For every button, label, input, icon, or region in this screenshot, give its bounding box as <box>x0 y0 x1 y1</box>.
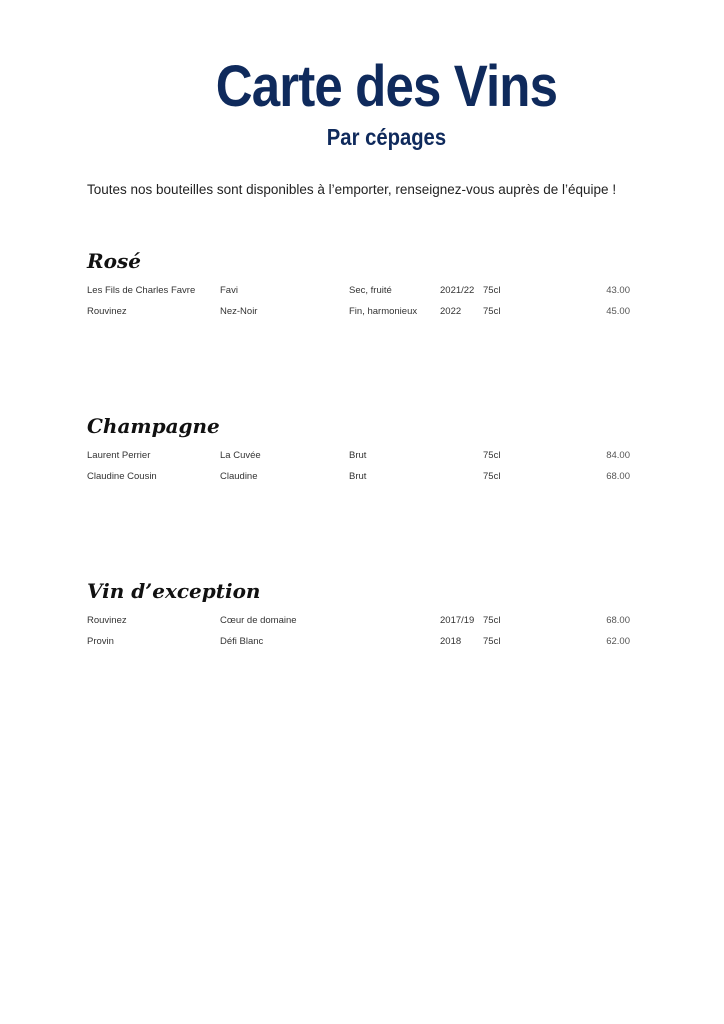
wine-price: 84.00 <box>606 450 630 461</box>
wine-style: Fin, harmonieux <box>349 306 418 317</box>
wine-style: Brut <box>349 471 367 482</box>
wine-price: 45.00 <box>606 306 630 317</box>
wine-name: La Cuvée <box>220 450 261 461</box>
wine-price: 68.00 <box>606 615 630 626</box>
wine-row <box>87 445 647 466</box>
section-title: Rosé <box>87 249 141 273</box>
wine-producer: Provin <box>87 636 114 647</box>
wine-producer: Rouvinez <box>87 306 127 317</box>
wine-price: 62.00 <box>606 636 630 647</box>
wine-size: 75cl <box>483 471 501 482</box>
wine-name: Défi Blanc <box>220 636 264 647</box>
wine-size: 75cl <box>483 636 501 647</box>
wine-size: 75cl <box>483 285 501 296</box>
intro-text: Toutes nos bouteilles sont disponibles à l’emporter, renseignez-vous auprès de l’équipe ! <box>87 182 617 197</box>
section-vin-exception <box>87 576 647 652</box>
wine-style: Brut <box>349 450 367 461</box>
wine-producer: Les Fils de Charles Favre <box>87 285 196 296</box>
wine-producer: Rouvinez <box>87 615 127 626</box>
wine-name: Favi <box>220 285 238 296</box>
wine-name: Nez-Noir <box>220 306 258 317</box>
wine-name: Cœur de domaine <box>220 615 297 626</box>
wine-style: Sec, fruité <box>349 285 392 296</box>
wine-price: 43.00 <box>606 285 630 296</box>
section-title: Vin d’exception <box>87 579 261 603</box>
wine-row <box>87 466 647 487</box>
wine-year: 2021/22 <box>440 285 475 296</box>
wine-price: 68.00 <box>606 471 630 482</box>
wine-row <box>87 610 647 631</box>
wine-size: 75cl <box>483 306 501 317</box>
section-title: Champagne <box>87 414 220 438</box>
page-title: Carte des Vins <box>215 54 558 119</box>
page-subtitle: Par cépages <box>326 124 447 150</box>
wine-producer: Claudine Cousin <box>87 471 157 482</box>
section-rose <box>87 246 647 322</box>
wine-year: 2018 <box>440 636 462 647</box>
wine-year: 2022 <box>440 306 462 317</box>
wine-row <box>87 301 647 322</box>
wine-row <box>87 280 647 301</box>
wine-name: Claudine <box>220 471 258 482</box>
wine-producer: Laurent Perrier <box>87 450 151 461</box>
section-champagne <box>87 411 647 487</box>
wine-year: 2017/19 <box>440 615 475 626</box>
wine-row <box>87 631 647 652</box>
wine-size: 75cl <box>483 615 501 626</box>
wine-size: 75cl <box>483 450 501 461</box>
